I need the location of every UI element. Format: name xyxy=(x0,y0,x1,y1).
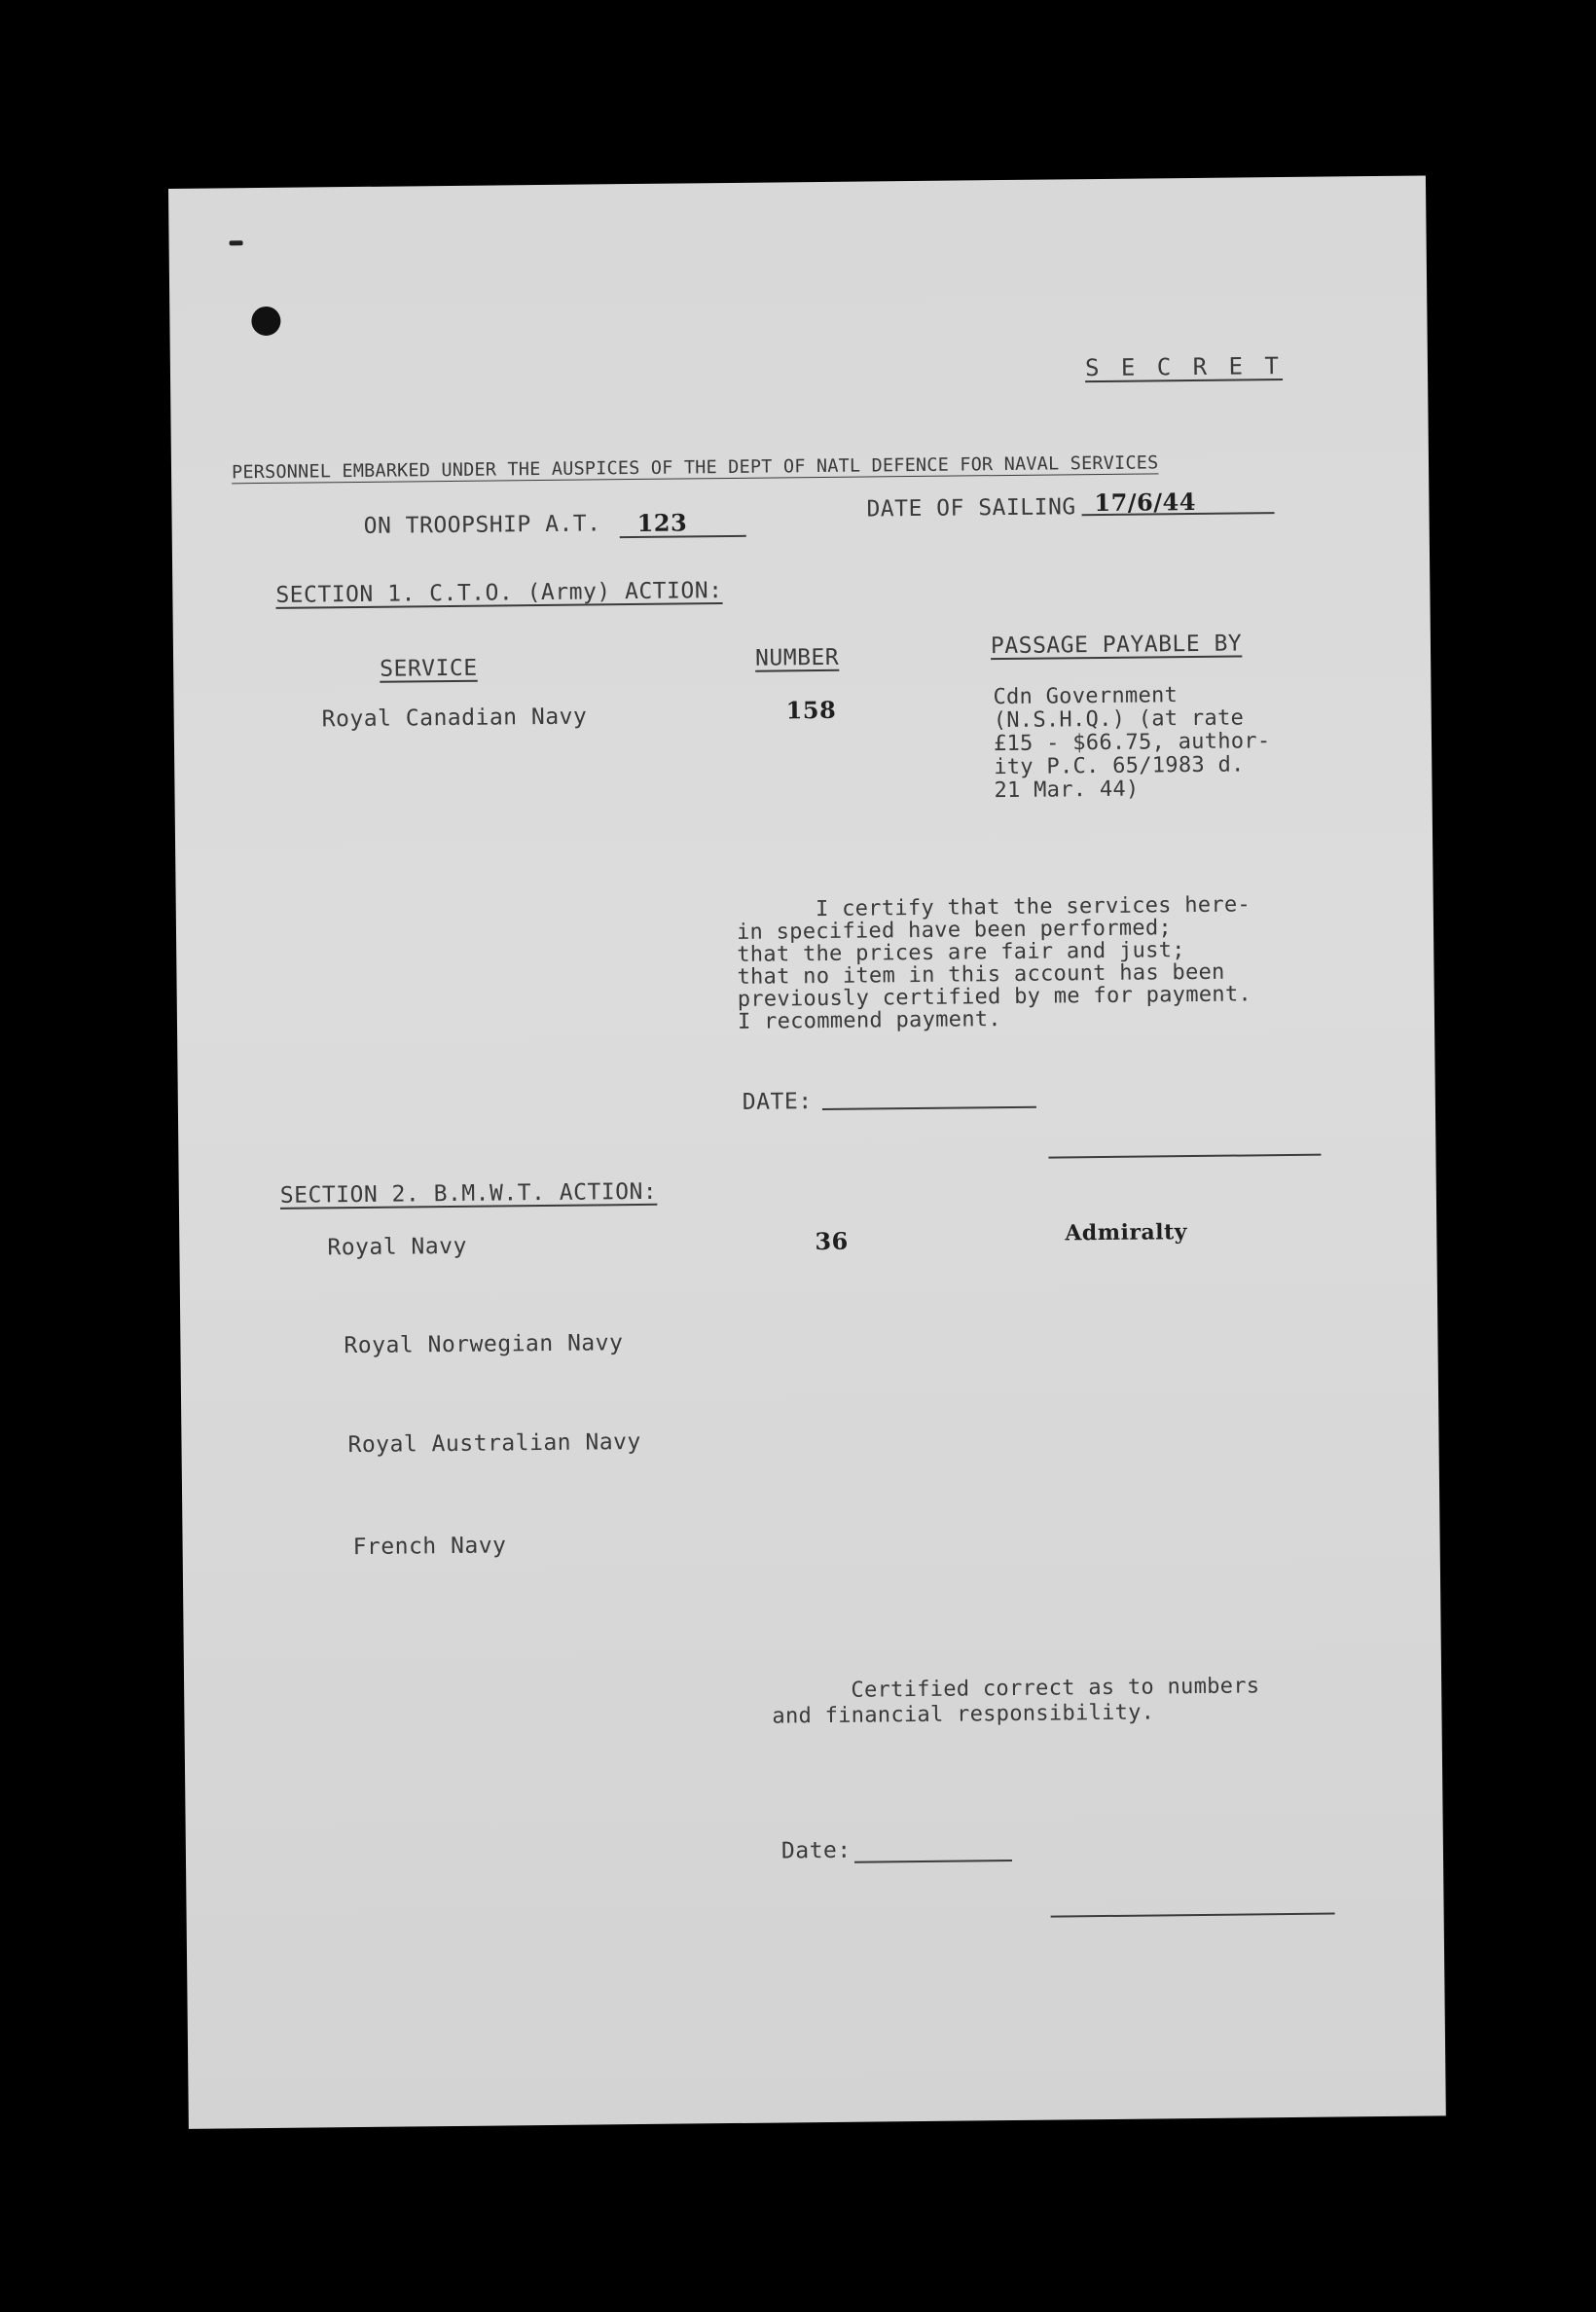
section2-service-1: Royal Navy xyxy=(327,1233,468,1261)
date-label-2: Date: xyxy=(780,1837,852,1864)
troopship-value: 123 xyxy=(636,508,688,537)
section1-service: Royal Canadian Navy xyxy=(321,704,588,733)
certification-text: I certify that the services here- in specified have been performed; that the prices are fair and just; that no item in this account has been previously certified by me for payment. I recommend payment. xyxy=(736,892,1252,1034)
section1-payable: Cdn Government (N.S.H.Q.) (at rate £15 - $66.75, author- ity P.C. 65/1983 d. 21 Mar. 44) xyxy=(993,683,1271,804)
signature-line-2 xyxy=(1051,1913,1335,1918)
column-header-number: NUMBER xyxy=(754,644,840,671)
document-heading: PERSONNEL EMBARKED UNDER THE AUSPICES OF THE DEPT OF NATL DEFENCE FOR NAVAL SERVICES xyxy=(231,452,1159,484)
section2-service-4: French Navy xyxy=(352,1533,507,1561)
section2-service-2: Royal Norwegian Navy xyxy=(344,1330,624,1359)
document-page xyxy=(168,175,1446,2128)
sailing-label: DATE OF SAILING xyxy=(866,494,1076,523)
section2-payable-1: Admiralty xyxy=(1065,1219,1188,1246)
ink-mark xyxy=(230,240,243,245)
section2-heading: SECTION 2. B.M.W.T. ACTION: xyxy=(279,1178,658,1209)
date-label-1: DATE: xyxy=(742,1089,813,1115)
certified-text: Certified correct as to numbers and financial responsibility. xyxy=(772,1674,1260,1729)
punch-hole xyxy=(251,307,280,336)
section1-heading: SECTION 1. C.T.O. (Army) ACTION: xyxy=(275,578,723,608)
troopship-label: ON TROOPSHIP A.T. xyxy=(363,511,601,539)
classification-label: S E C R E T xyxy=(1084,352,1284,382)
date-line-2 xyxy=(854,1860,1012,1863)
column-header-service: SERVICE xyxy=(380,655,478,682)
section1-number: 158 xyxy=(785,695,837,725)
section2-number-1: 36 xyxy=(815,1226,849,1256)
date-line-1 xyxy=(822,1106,1036,1110)
column-header-payable: PASSAGE PAYABLE BY xyxy=(990,631,1243,660)
sailing-value: 17/6/44 xyxy=(1094,487,1197,518)
section2-service-3: Royal Australian Navy xyxy=(347,1428,641,1459)
signature-line-1 xyxy=(1048,1154,1321,1159)
